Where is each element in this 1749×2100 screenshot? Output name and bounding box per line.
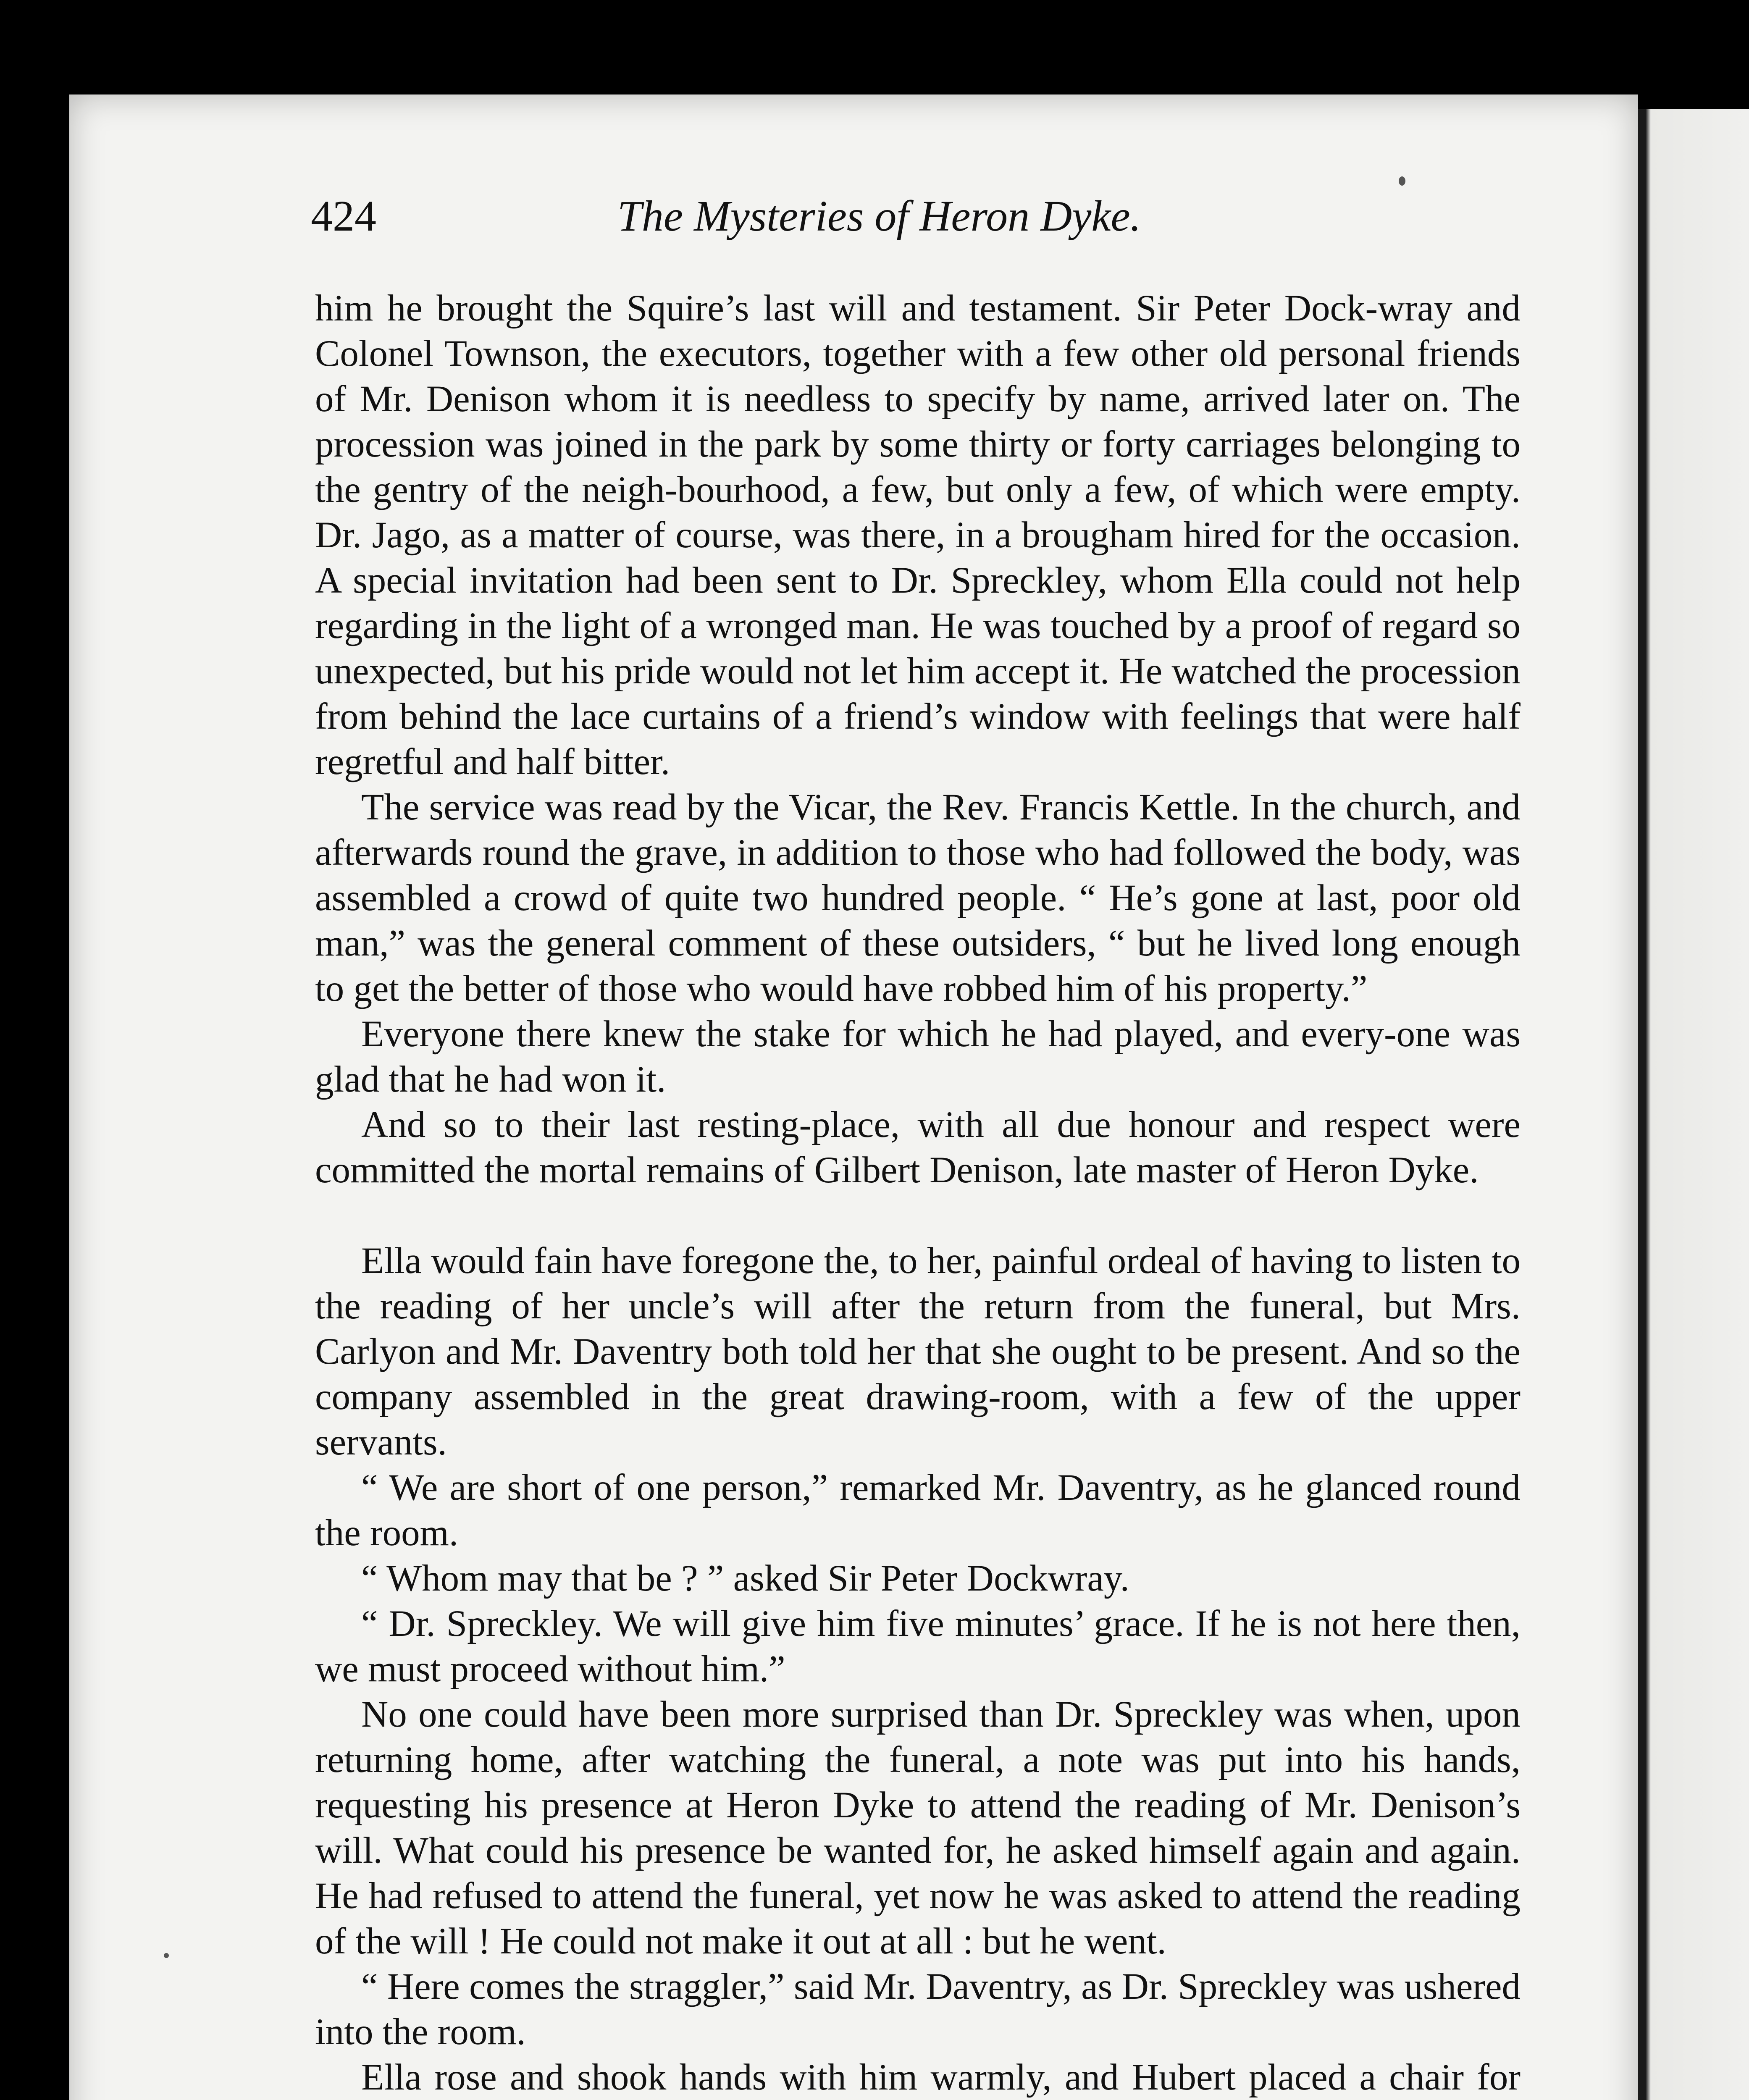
paragraph: Everyone there knew the stake for which he had played, and every-one was glad that he had won it. [315, 1013, 1521, 1100]
adjacent-page-edge [1638, 109, 1749, 2100]
page-number: 424 [311, 192, 376, 240]
page-header [311, 191, 1537, 254]
paragraph: The service was read by the Vicar, the Rev. Francis Kettle. In the church, and afterwards round the grave, in addition to those who had followed the body, was assembled a crowd of quite two hundred people. “ He’s gone at last, poor old man,” was the general comment of these outsiders, “ but he lived long enough to get the better of those who would have robbed him of his property.” [315, 787, 1521, 1009]
paragraph: “ Here comes the straggler,” said Mr. Daventry, as Dr. Spreckley was ushered into the room. [315, 1966, 1521, 2053]
dust-speck [1399, 176, 1405, 186]
paragraph: “ Dr. Spreckley. We will give him five minutes’ grace. If he is not here then, we must proceed without him.” [315, 1603, 1521, 1690]
dust-speck [164, 1953, 169, 1958]
paragraph: him he brought the Squire’s last will and testament. Sir Peter Dock-wray and Colonel Townson, the executors, together with a few other old personal friends of Mr. Denison whom it is needless to specify by name, arrived later on. The procession was joined in the park by some thirty or forty carriages belonging to the gentry of the neigh-bourhood, a few, but only a few, of which were empty. Dr. Jago, as a matter of course, was there, in a brougham hired for the occasion. A special invitation had been sent to Dr. Spreckley, whom Ella could not help regarding in the light of a wronged man. He was touched by a proof of regard so unexpected, but his pride would not let him accept it. He watched the procession from behind the lace curtains of a friend’s window with feelings that were half regretful and half bitter. [315, 288, 1521, 782]
paragraph: “ Whom may that be ? ” asked Sir Peter Dockwray. [361, 1558, 1129, 1599]
paragraph: Ella would fain have foregone the, to her, painful ordeal of having to listen to the reading of her uncle’s will after the return from the funeral, but Mrs. Carlyon and Mr. Daventry both told her that she ought to be present. And so the company assembled in the great drawing-room, with a few of the upper servants. [315, 1240, 1521, 1463]
running-title: The Mysteries of Heron Dyke. [617, 192, 1141, 240]
section-break [315, 1193, 1521, 1238]
paragraph: Ella rose and shook hands with him warmly, and Hubert placed a chair for [361, 2057, 1521, 2098]
paragraph: No one could have been more surprised than Dr. Spreckley was when, upon returning home, after watching the funeral, a note was put into his hands, requesting his presence at Heron Dyke to attend the reading of Mr. Denison’s will. What could his presence be wanted for, he asked himself again and again. He had refused to attend the funeral, yet now he was asked to attend the reading of the will ! He could not make it out at all : but he went. [315, 1694, 1521, 1962]
paragraph: And so to their last resting-place, with all due honour and respect were committed the mortal remains of Gilbert Denison, late master of Heron Dyke. [315, 1104, 1521, 1191]
paragraph: “ We are short of one person,” remarked Mr. Daventry, as he glanced round the room. [315, 1467, 1521, 1554]
page-body [315, 286, 1521, 2100]
